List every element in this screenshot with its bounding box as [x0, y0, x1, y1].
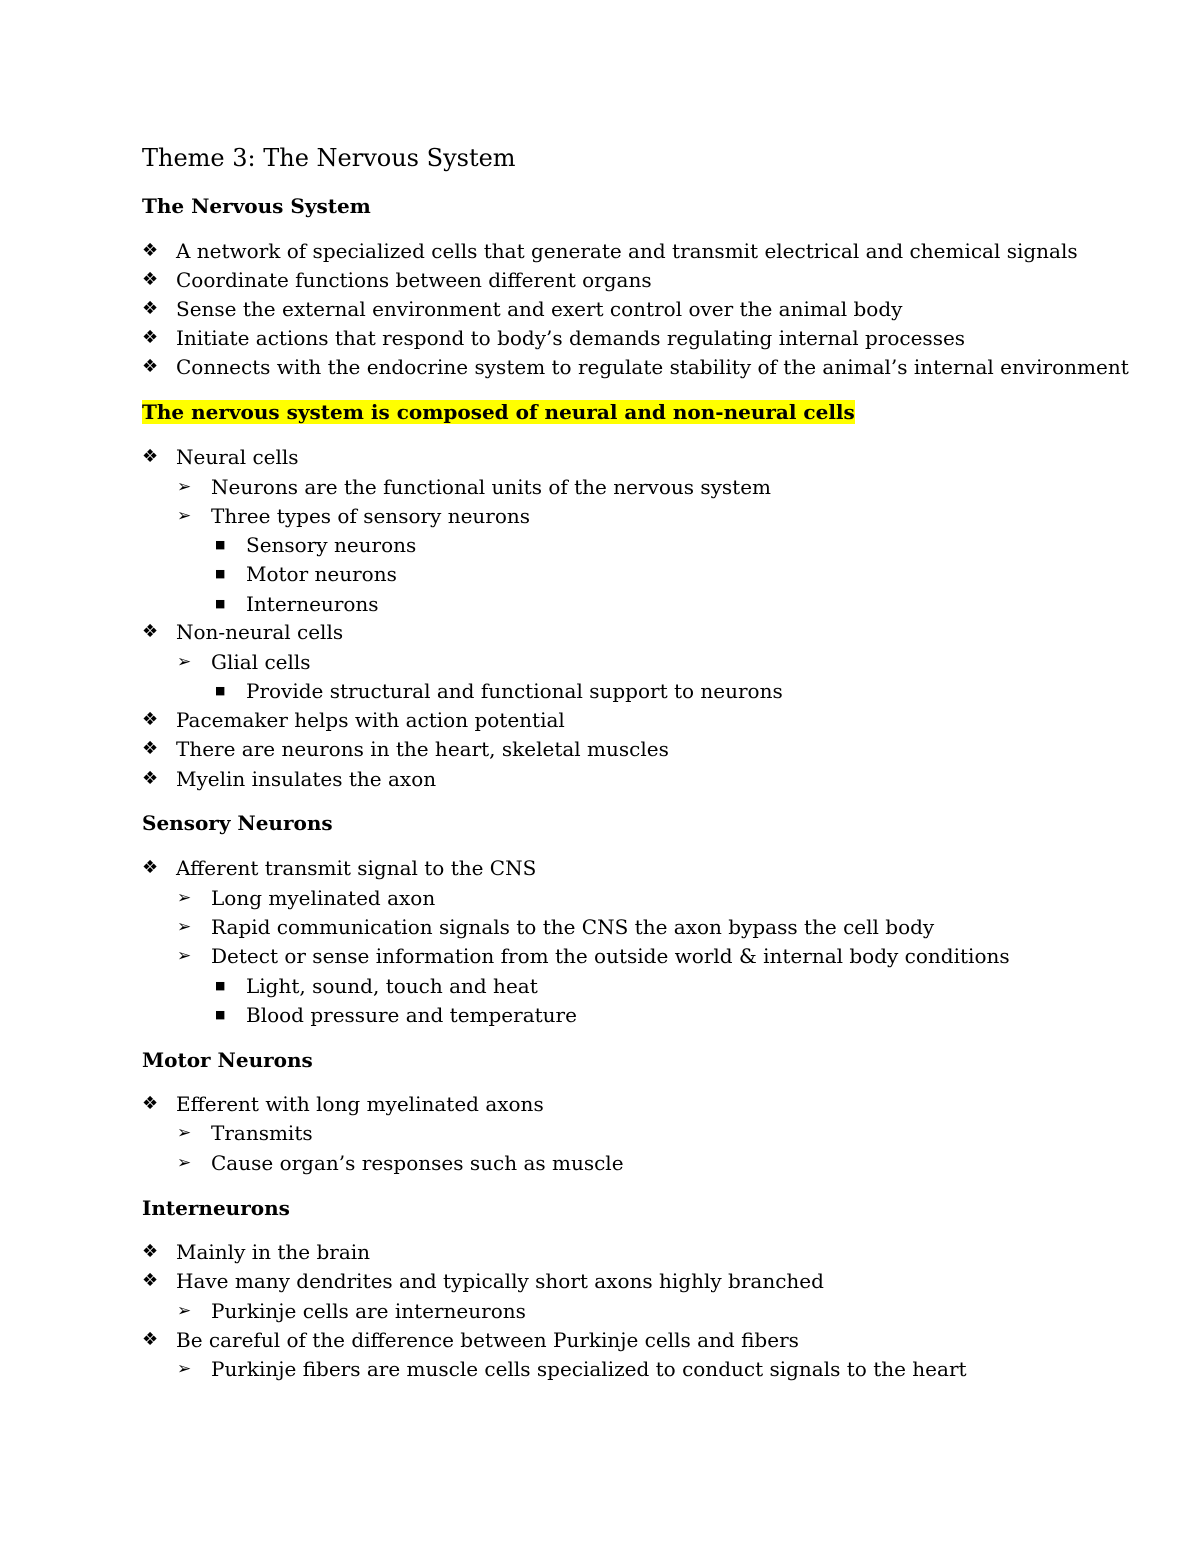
list-item-text: Rapid communication signals to the CNS the axon bypass the cell body	[211, 915, 935, 939]
list-item	[212, 591, 379, 617]
arrow-bullet-icon: ➢	[177, 477, 192, 497]
list-item	[177, 1356, 967, 1382]
list-item-text: Neurons are the functional units of the nervous system	[211, 475, 772, 499]
list-item	[177, 914, 934, 940]
square-bullet-icon: ■	[215, 1008, 226, 1021]
list-item	[177, 885, 435, 911]
list-item-text: Light, sound, touch and heat	[246, 974, 538, 998]
square-bullet-icon: ■	[215, 538, 226, 551]
list-item	[142, 766, 436, 792]
square-bullet-icon: ■	[215, 979, 226, 992]
list-item-text: A network of specialized cells that generate and transmit electrical and chemical signals	[176, 239, 1078, 263]
list-item	[142, 1327, 799, 1353]
diamond-bullet-icon: ❖	[142, 709, 159, 730]
list-item	[142, 325, 965, 351]
list-item-text: Purkinje fibers are muscle cells specialized to conduct signals to the heart	[211, 1357, 967, 1381]
list-item	[212, 561, 397, 587]
section-heading-motor-neurons: Motor Neurons	[142, 1048, 313, 1072]
list-item	[177, 649, 311, 675]
list-item	[142, 296, 902, 322]
section-heading-sensory-neurons: Sensory Neurons	[142, 811, 333, 835]
diamond-bullet-icon: ❖	[142, 1241, 159, 1262]
arrow-bullet-icon: ➢	[177, 652, 192, 672]
list-item	[142, 707, 565, 733]
list-item	[177, 1150, 624, 1176]
diamond-bullet-icon: ❖	[142, 269, 159, 290]
list-item	[212, 532, 416, 558]
list-item-text: Detect or sense information from the outside world & internal body conditions	[211, 944, 1010, 968]
list-item	[142, 444, 299, 470]
list-item	[142, 736, 669, 762]
diamond-bullet-icon: ❖	[142, 240, 159, 261]
diamond-bullet-icon: ❖	[142, 1270, 159, 1291]
list-item	[177, 1298, 526, 1324]
diamond-bullet-icon: ❖	[142, 857, 159, 878]
square-bullet-icon: ■	[215, 684, 226, 697]
list-item-text: Glial cells	[211, 650, 311, 674]
list-item-text: Have many dendrites and typically short axons highly branched	[176, 1269, 824, 1293]
diamond-bullet-icon: ❖	[142, 446, 159, 467]
list-item-text: Interneurons	[246, 592, 379, 616]
list-item	[177, 1120, 313, 1146]
list-item	[142, 238, 1078, 264]
list-item-text: Blood pressure and temperature	[246, 1003, 577, 1027]
page-title: Theme 3: The Nervous System	[142, 144, 516, 172]
list-item-text: Sense the external environment and exert control over the animal body	[176, 297, 903, 321]
list-item	[177, 943, 1010, 969]
list-item	[177, 474, 771, 500]
list-item-text: Long myelinated axon	[211, 886, 436, 910]
list-item	[142, 619, 343, 645]
diamond-bullet-icon: ❖	[142, 621, 159, 642]
list-item-text: Provide structural and functional support to neurons	[246, 679, 783, 703]
list-item-text: Neural cells	[176, 445, 299, 469]
list-item-text: Three types of sensory neurons	[211, 504, 531, 528]
list-item-text: Cause organ’s responses such as muscle	[211, 1151, 624, 1175]
list-item-text: There are neurons in the heart, skeletal muscles	[176, 737, 669, 761]
list-item	[142, 1268, 824, 1294]
list-item	[142, 1239, 370, 1265]
list-item-text: Pacemaker helps with action potential	[176, 708, 565, 732]
list-item-text: Be careful of the difference between Purkinje cells and fibers	[176, 1328, 799, 1352]
list-item	[142, 354, 1129, 380]
diamond-bullet-icon: ❖	[142, 298, 159, 319]
diamond-bullet-icon: ❖	[142, 356, 159, 377]
arrow-bullet-icon: ➢	[177, 1153, 192, 1173]
section-heading-interneurons: Interneurons	[142, 1196, 290, 1220]
list-item	[142, 855, 536, 881]
list-item-text: Myelin insulates the axon	[176, 767, 437, 791]
list-item	[177, 503, 530, 529]
diamond-bullet-icon: ❖	[142, 327, 159, 348]
diamond-bullet-icon: ❖	[142, 768, 159, 789]
arrow-bullet-icon: ➢	[177, 946, 192, 966]
arrow-bullet-icon: ➢	[177, 1123, 192, 1143]
list-item	[142, 1091, 544, 1117]
diamond-bullet-icon: ❖	[142, 738, 159, 759]
highlighted-heading-text: The nervous system is composed of neural and non-neural cells	[142, 400, 855, 424]
section-heading-nervous-system: The Nervous System	[142, 194, 371, 218]
list-item	[142, 267, 652, 293]
list-item-text: Mainly in the brain	[176, 1240, 371, 1264]
arrow-bullet-icon: ➢	[177, 1301, 192, 1321]
arrow-bullet-icon: ➢	[177, 506, 192, 526]
arrow-bullet-icon: ➢	[177, 1359, 192, 1379]
list-item-text: Initiate actions that respond to body’s demands regulating internal processes	[176, 326, 966, 350]
diamond-bullet-icon: ❖	[142, 1329, 159, 1350]
arrow-bullet-icon: ➢	[177, 888, 192, 908]
list-item-text: Efferent with long myelinated axons	[176, 1092, 544, 1116]
list-item	[212, 1002, 577, 1028]
square-bullet-icon: ■	[215, 567, 226, 580]
list-item-text: Non-neural cells	[176, 620, 344, 644]
list-item-text: Connects with the endocrine system to regulate stability of the animal’s internal environment	[176, 355, 1129, 379]
diamond-bullet-icon: ❖	[142, 1093, 159, 1114]
square-bullet-icon: ■	[215, 597, 226, 610]
arrow-bullet-icon: ➢	[177, 917, 192, 937]
section-heading-neural-cells	[142, 399, 855, 425]
list-item-text: Afferent transmit signal to the CNS	[176, 856, 537, 880]
list-item-text: Coordinate functions between different organs	[176, 268, 652, 292]
list-item-text: Purkinje cells are interneurons	[211, 1299, 526, 1323]
list-item-text: Motor neurons	[246, 562, 397, 586]
list-item-text: Transmits	[211, 1121, 313, 1145]
list-item	[212, 973, 538, 999]
list-item-text: Sensory neurons	[246, 533, 417, 557]
list-item	[212, 678, 783, 704]
